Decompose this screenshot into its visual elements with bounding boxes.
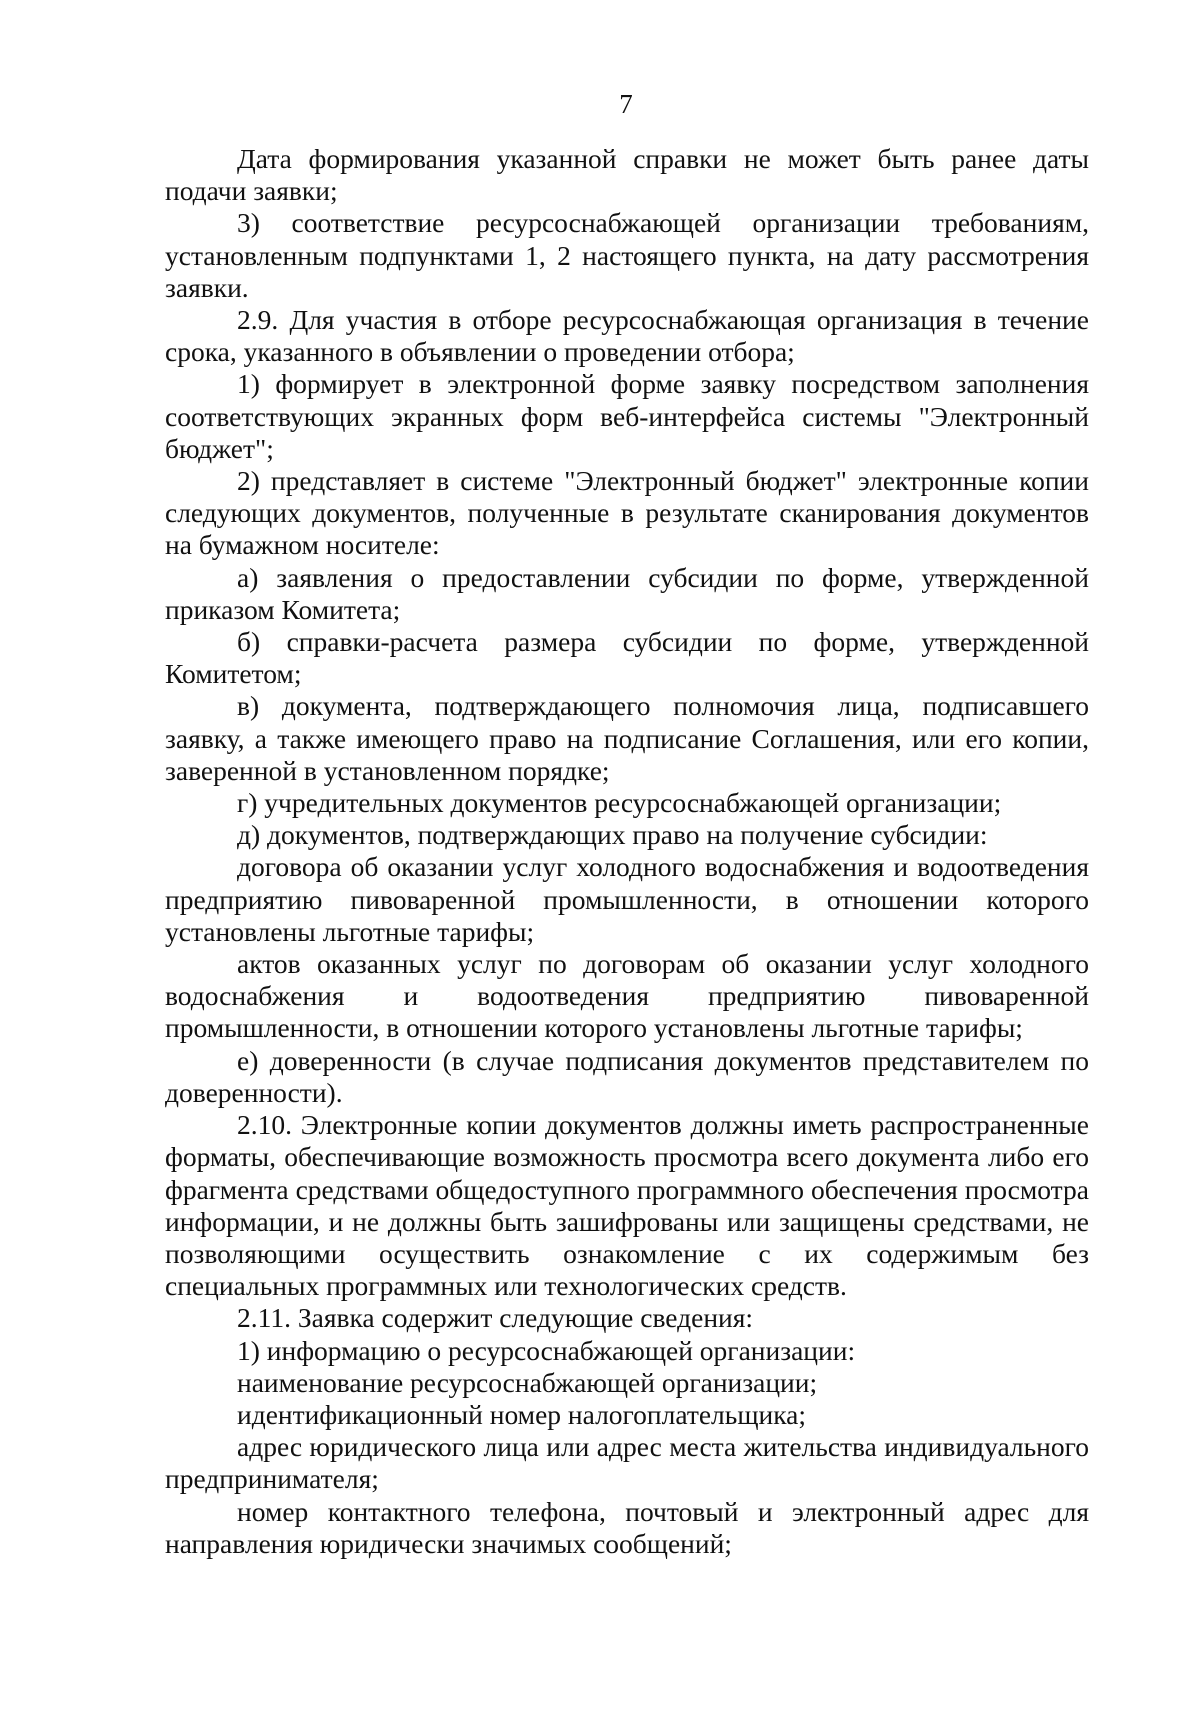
paragraph: договора об оказании услуг холодного водоснабжения и водоотведения предприятию пивоваренной промышленности, в отношении которого установлены льготные тарифы; [165,851,1089,947]
document-body [165,143,1089,1560]
paragraph: 2) представляет в системе "Электронный бюджет" электронные копии следующих документов, полученные в результате сканирования документов на бумажном носителе: [165,465,1089,561]
paragraph: 3) соответствие ресурсоснабжающей организации требованиям, установленным подпунктами 1, 2 настоящего пункта, на дату рассмотрения заявки. [165,207,1089,303]
page-number: 7 [619,89,633,119]
paragraph: 1) информацию о ресурсоснабжающей организации: [237,1334,856,1366]
paragraph: 1) формирует в электронной форме заявку посредством заполнения соответствующих экранных форм веб-интерфейса системы "Электронный бюджет"; [165,368,1089,464]
paragraph: б) справки-расчета размера субсидии по форме, утвержденной Комитетом; [165,626,1089,690]
paragraph: е) доверенности (в случае подписания документов представителем по доверенности). [165,1044,1089,1108]
paragraph: адрес юридического лица или адрес места жительства индивидуального предпринимателя; [165,1431,1089,1495]
paragraph: а) заявления о предоставлении субсидии по форме, утвержденной приказом Комитета; [165,561,1089,625]
paragraph: идентификационный номер налогоплательщика; [237,1398,807,1430]
paragraph: в) документа, подтверждающего полномочия лица, подписавшего заявку, а также имеющего право на подписание Соглашения, или его копии, заверенной в установленном порядке; [165,690,1089,786]
paragraph: Дата формирования указанной справки не может быть ранее даты подачи заявки; [165,143,1089,207]
paragraph: д) документов, подтверждающих право на получение субсидии: [237,819,988,851]
paragraph: 2.10. Электронные копии документов должны иметь распространенные форматы, обеспечивающие возможность просмотра всего документа либо его фрагмента средствами общедоступного программного обеспечения просмотра информации, и не должны быть зашифрованы или защищены средствами, не позволяющими осуществить ознакомление с их содержимым без специальных программных или технологических средств. [165,1109,1089,1302]
paragraph: номер контактного телефона, почтовый и электронный адрес для направления юридически значимых сообщений; [165,1495,1089,1559]
paragraph: актов оказанных услуг по договорам об оказании услуг холодного водоснабжения и водоотведения предприятию пивоваренной промышленности, в отношении которого установлены льготные тарифы; [165,948,1089,1044]
paragraph: наименование ресурсоснабжающей организации; [237,1366,818,1398]
paragraph: г) учредительных документов ресурсоснабжающей организации; [237,787,1002,819]
paragraph: 2.11. Заявка содержит следующие сведения: [237,1302,754,1334]
paragraph: 2.9. Для участия в отборе ресурсоснабжающая организация в течение срока, указанного в объявлении о проведении отбора; [165,304,1089,368]
